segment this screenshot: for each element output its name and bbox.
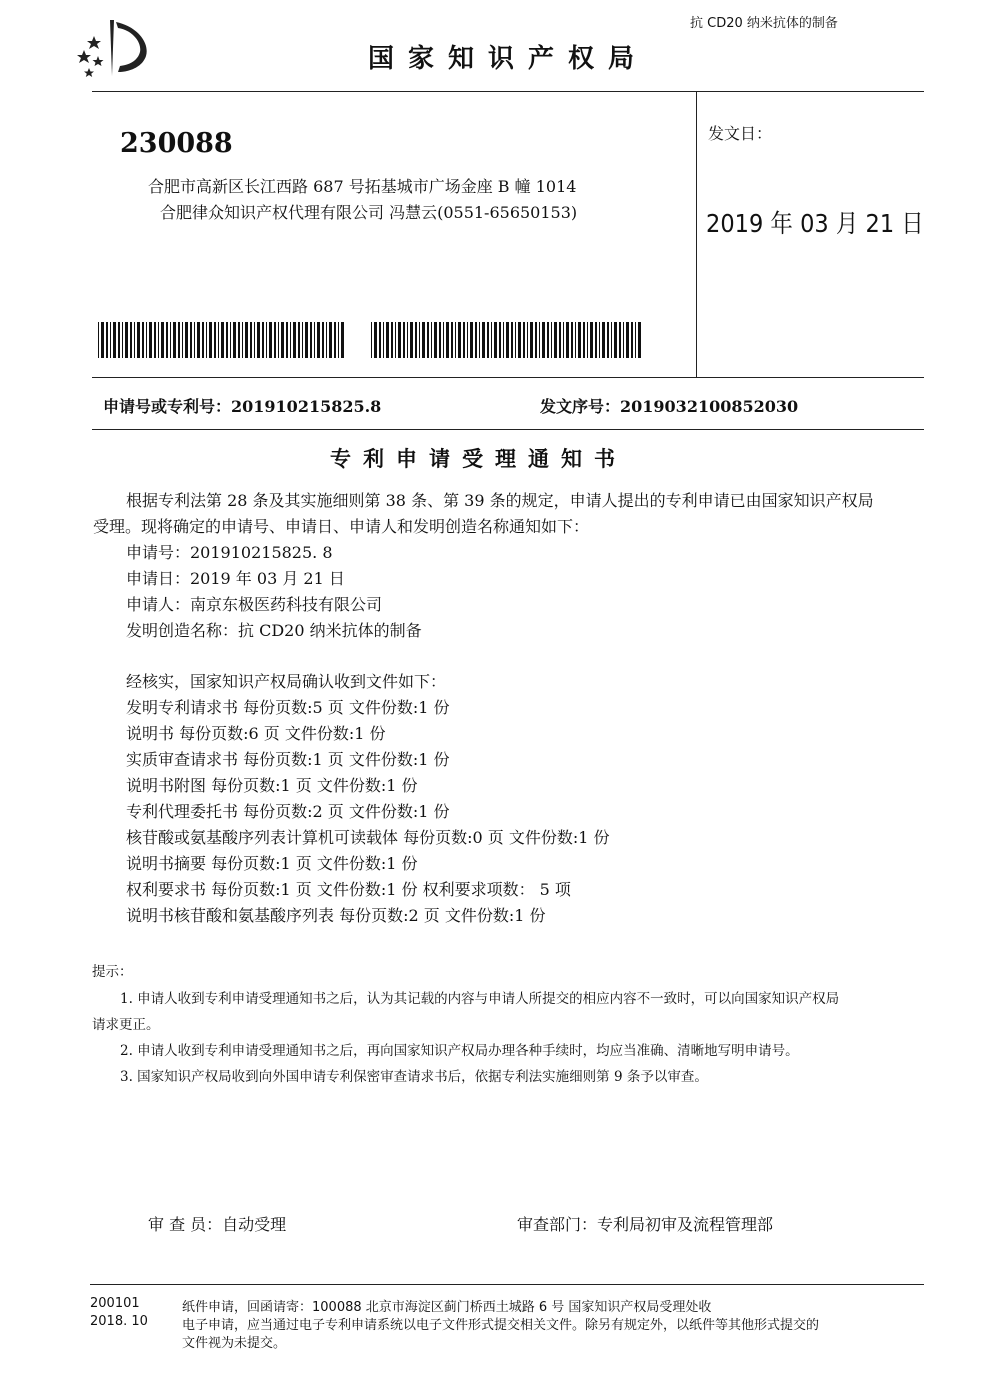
footer-paper-filing: 纸件申请，回函请寄：100088 北京市海淀区蓟门桥西土城路 6 号 国家知识产权局受理处收 xyxy=(182,1300,712,1315)
notice-intro-line-1: 根据专利法第 28 条及其实施细则第 38 条、第 39 条的规定，申请人提出的专利申请已由国家知识产权局 xyxy=(126,491,874,510)
address-bottom-rule xyxy=(92,377,924,378)
document-item: 说明书 每份页数:6 页 文件份数:1 份 xyxy=(126,724,386,743)
document-item: 说明书核苷酸和氨基酸序列表 每份页数:2 页 文件份数:1 份 xyxy=(126,906,546,925)
vertical-divider xyxy=(696,91,697,377)
field-application-date: 申请日：2019 年 03 月 21 日 xyxy=(126,569,345,588)
agency-contact: 合肥律众知识产权代理有限公司 冯慧云(0551-65650153) xyxy=(160,203,578,222)
barcode-left xyxy=(98,322,346,358)
tip-item: 2. 申请人收到专利申请受理通知书之后，再向国家知识产权局办理各种手续时，均应当准确、清晰地写明申请号。 xyxy=(120,1043,799,1059)
document-item: 专利代理委托书 每份页数:2 页 文件份数:1 份 xyxy=(126,802,450,821)
document-item: 核苷酸或氨基酸序列表计算机可读载体 每份页数:0 页 文件份数:1 份 xyxy=(126,828,610,847)
application-number: 201910215825.8 xyxy=(231,397,382,416)
application-number-label: 申请号或专利号： xyxy=(103,397,232,416)
field-application-number: 申请号：201910215825. 8 xyxy=(126,543,333,562)
tips-heading: 提示： xyxy=(92,964,133,980)
document-item: 说明书摘要 每份页数:1 页 文件份数:1 份 xyxy=(126,854,418,873)
field-applicant: 申请人：南京东极医药科技有限公司 xyxy=(126,595,383,614)
tip-item: 请求更正。 xyxy=(92,1017,160,1033)
barcode-right xyxy=(371,322,641,358)
serial-number-row xyxy=(540,394,798,417)
recipient-address: 合肥市高新区长江西路 687 号拓基城市广场金座 B 幢 1014 xyxy=(148,177,577,196)
serial-number-label: 发文序号： xyxy=(540,397,621,416)
footer-form-code: 200101 xyxy=(90,1296,140,1311)
serial-number: 2019032100852030 xyxy=(620,397,799,416)
cnipa-logo-icon xyxy=(74,16,154,78)
tip-item: 3. 国家知识产权局收到向外国申请专利保密审查请求书后，依据专利法实施细则第 9 条予以审查。 xyxy=(120,1069,708,1085)
field-invention-title: 发明创造名称：抗 CD20 纳米抗体的制备 xyxy=(126,621,422,640)
application-number-row xyxy=(103,394,381,417)
office-name: 国家知识产权局 xyxy=(368,44,649,74)
document-item: 说明书附图 每份页数:1 页 文件份数:1 份 xyxy=(126,776,418,795)
postcode: 230088 xyxy=(120,128,233,159)
confirm-heading: 经核实，国家知识产权局确认收到文件如下： xyxy=(126,672,447,691)
footer-electronic-filing-cont: 文件视为未提交。 xyxy=(182,1336,287,1351)
numbers-bottom-rule xyxy=(92,429,924,430)
footer-electronic-filing: 电子申请，应当通过电子专利申请系统以电子文件形式提交相关文件。除另有规定外，以纸件等其他形式提交的 xyxy=(182,1318,820,1333)
issue-date-label: 发文日： xyxy=(708,124,773,143)
examiner: 审 查 员：自动受理 xyxy=(148,1215,287,1234)
issue-date: 2019 年 03 月 21 日 xyxy=(706,209,924,238)
tip-item: 1. 申请人收到专利申请受理通知书之后，认为其记载的内容与申请人所提交的相应内容不一致时，可以向国家知识产权局 xyxy=(120,991,840,1007)
notice-title: 专利申请受理通知书 xyxy=(330,446,627,471)
notice-intro-line-2: 受理。现将确定的申请号、申请日、申请人和发明创造名称通知如下： xyxy=(93,517,590,536)
footer-form-version: 2018. 10 xyxy=(90,1314,148,1329)
footer-rule xyxy=(90,1284,924,1285)
document-item: 发明专利请求书 每份页数:5 页 文件份数:1 份 xyxy=(126,698,450,717)
document-item: 实质审查请求书 每份页数:1 页 文件份数:1 份 xyxy=(126,750,450,769)
document-item: 权利要求书 每份页数:1 页 文件份数:1 份 权利要求项数： 5 项 xyxy=(126,880,571,899)
header-rule xyxy=(92,91,924,92)
examining-department: 审查部门：专利局初审及流程管理部 xyxy=(517,1215,774,1234)
top-right-note: 抗 CD20 纳米抗体的制备 xyxy=(690,16,838,31)
